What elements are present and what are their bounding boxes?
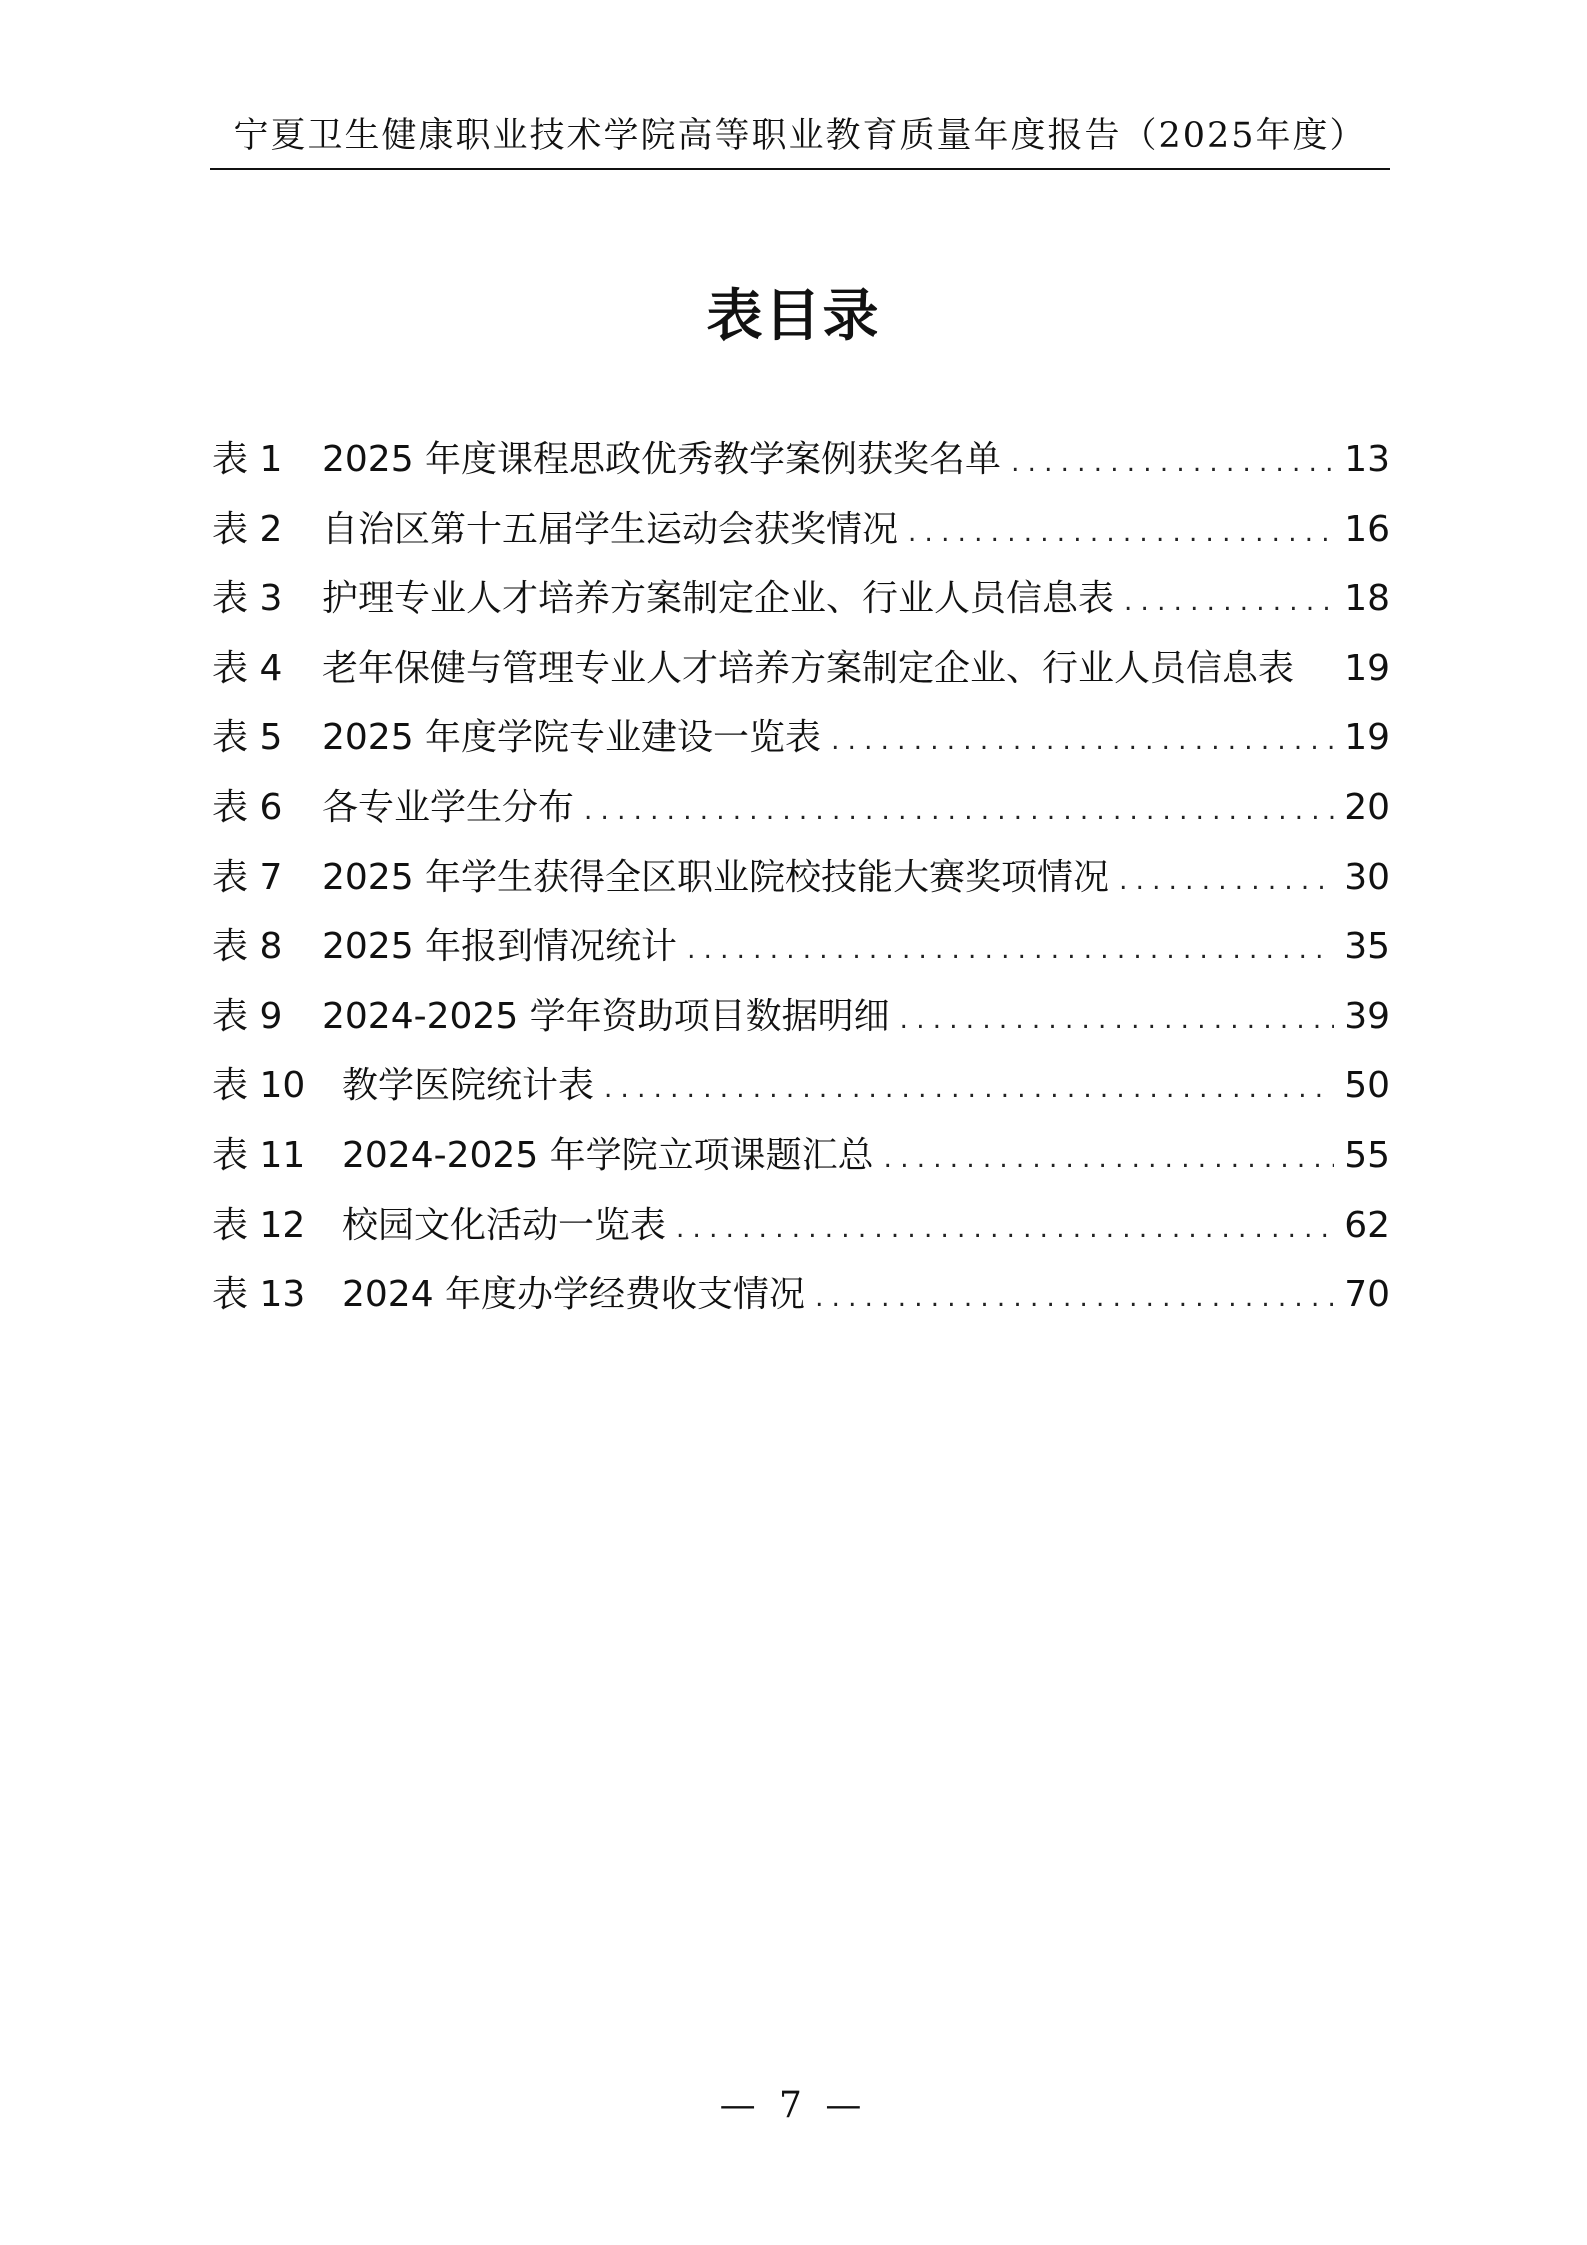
toc-entry-page: 20 bbox=[1344, 786, 1390, 828]
toc-entry[interactable] bbox=[212, 710, 1390, 780]
dot-leader bbox=[908, 505, 1334, 561]
toc-entry-label: 表 6 bbox=[212, 786, 283, 828]
toc-entry-title: 各专业学生分布 bbox=[322, 786, 575, 828]
toc-entry-page: 39 bbox=[1344, 995, 1390, 1037]
dot-leader bbox=[687, 922, 1334, 978]
toc-entry-page: 13 bbox=[1344, 439, 1390, 480]
toc-entry-title: 老年保健与管理专业人才培养方案制定企业、行业人员信息表 bbox=[322, 647, 1295, 689]
toc-entry-label: 表 1 bbox=[212, 439, 283, 480]
toc-entry-page: 35 bbox=[1344, 926, 1390, 968]
toc-entry-label: 表 13 bbox=[212, 1274, 306, 1316]
dot-leader bbox=[900, 992, 1335, 1048]
toc-entry-label: 表 5 bbox=[212, 717, 283, 759]
toc-entry[interactable] bbox=[212, 641, 1390, 711]
dot-leader bbox=[1119, 853, 1334, 909]
toc-entry-page: 18 bbox=[1344, 578, 1390, 620]
page-number: — 7 — bbox=[719, 2085, 868, 2126]
toc-entry-title: 护理专业人才培养方案制定企业、行业人员信息表 bbox=[322, 578, 1115, 620]
dot-leader bbox=[884, 1131, 1335, 1187]
table-of-tables bbox=[212, 432, 1390, 1337]
toc-entry[interactable] bbox=[212, 1267, 1390, 1337]
toc-title: 表目录 bbox=[706, 283, 881, 349]
toc-entry-label: 表 7 bbox=[212, 856, 283, 898]
toc-entry-label: 表 12 bbox=[212, 1204, 306, 1246]
toc-entry-title: 2025 年度学院专业建设一览表 bbox=[322, 717, 822, 759]
toc-entry-title: 2024-2025 学年资助项目数据明细 bbox=[322, 995, 890, 1037]
toc-entry-title: 2025 年度课程思政优秀教学案例获奖名单 bbox=[322, 439, 1002, 480]
toc-entry-page: 70 bbox=[1344, 1274, 1390, 1316]
dot-leader bbox=[584, 783, 1334, 839]
running-header: 宁夏卫生健康职业技术学院高等职业教育质量年度报告（2025年度） bbox=[233, 116, 1367, 156]
toc-entry-page: 16 bbox=[1344, 508, 1390, 550]
toc-entry-title: 自治区第十五届学生运动会获奖情况 bbox=[322, 508, 899, 550]
toc-entry-title: 2025 年报到情况统计 bbox=[322, 926, 678, 968]
dot-leader bbox=[604, 1061, 1334, 1117]
toc-entry-label: 表 3 bbox=[212, 578, 283, 620]
toc-entry-title: 2024-2025 年学院立项课题汇总 bbox=[342, 1134, 874, 1176]
toc-entry-label: 表 2 bbox=[212, 508, 283, 550]
toc-entry-page: 19 bbox=[1344, 647, 1390, 689]
toc-entry-page: 30 bbox=[1344, 856, 1390, 898]
toc-entry[interactable] bbox=[212, 1198, 1390, 1268]
toc-entry[interactable] bbox=[212, 919, 1390, 989]
toc-entry[interactable] bbox=[212, 1058, 1390, 1128]
dot-leader bbox=[676, 1201, 1334, 1257]
toc-entry[interactable] bbox=[212, 780, 1390, 850]
toc-entry-label: 表 8 bbox=[212, 926, 283, 968]
toc-entry-page: 19 bbox=[1344, 717, 1390, 759]
toc-entry-label: 表 4 bbox=[212, 647, 283, 689]
toc-entry[interactable] bbox=[212, 850, 1390, 920]
dot-leader bbox=[1124, 574, 1334, 630]
toc-entry-title: 2025 年学生获得全区职业院校技能大赛奖项情况 bbox=[322, 856, 1110, 898]
toc-entry-page: 50 bbox=[1344, 1065, 1390, 1107]
toc-entry[interactable] bbox=[212, 432, 1390, 502]
dot-leader bbox=[1011, 435, 1334, 491]
toc-entry[interactable] bbox=[212, 571, 1390, 641]
toc-entry-title: 教学医院统计表 bbox=[342, 1065, 595, 1107]
toc-entry-label: 表 9 bbox=[212, 995, 283, 1037]
toc-entry-title: 2024 年度办学经费收支情况 bbox=[342, 1274, 806, 1316]
header-divider bbox=[210, 168, 1390, 170]
toc-entry-page: 62 bbox=[1344, 1204, 1390, 1246]
dot-leader bbox=[831, 713, 1334, 769]
toc-entry-page: 55 bbox=[1344, 1134, 1390, 1176]
dot-leader bbox=[815, 1270, 1334, 1326]
toc-entry[interactable] bbox=[212, 502, 1390, 572]
toc-entry[interactable] bbox=[212, 1128, 1390, 1198]
toc-entry-label: 表 11 bbox=[212, 1134, 306, 1176]
toc-entry-title: 校园文化活动一览表 bbox=[342, 1204, 667, 1246]
toc-entry-label: 表 10 bbox=[212, 1065, 306, 1107]
toc-entry[interactable] bbox=[212, 989, 1390, 1059]
